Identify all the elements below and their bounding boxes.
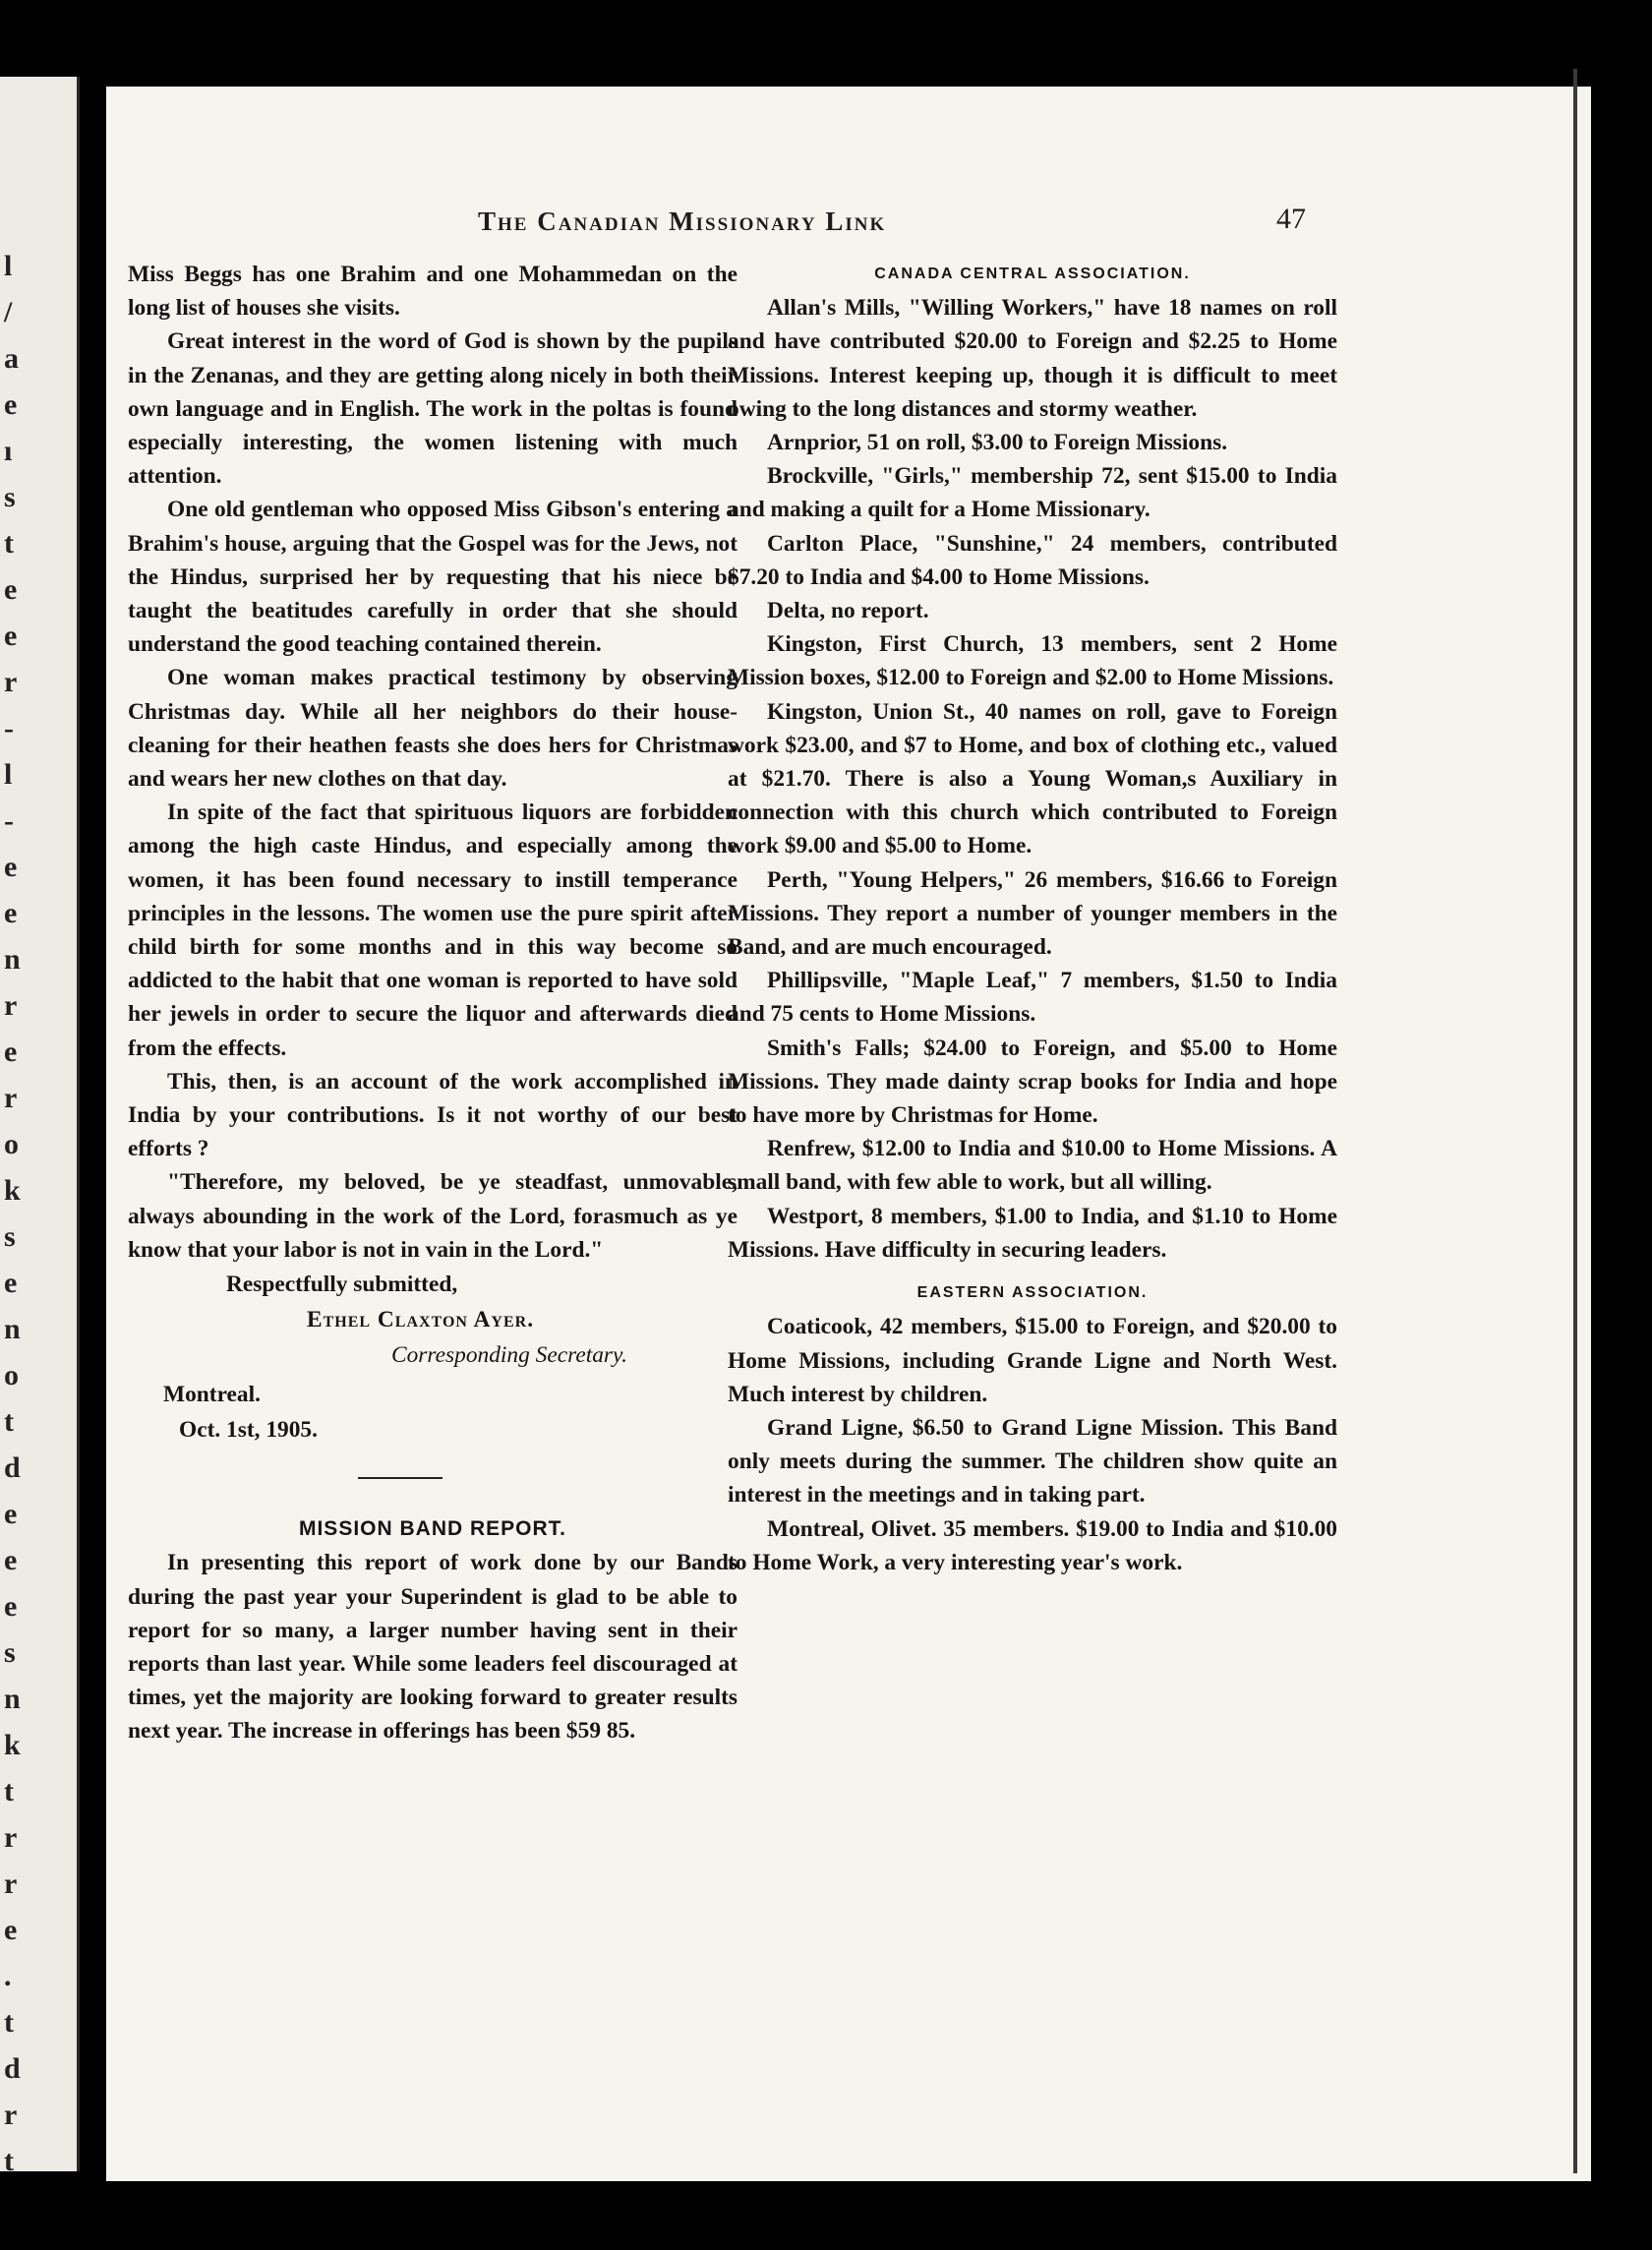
page-fragment-letter: s bbox=[4, 481, 16, 513]
page-fragment-letter: t bbox=[4, 2145, 14, 2171]
page-fragment-letter: d bbox=[4, 2052, 21, 2085]
signer-name: Ethel Claxton Ayer. bbox=[307, 1307, 535, 1333]
band-entry: Perth, "Young Helpers," 26 members, $16.66 to Foreign Missions. They report a number of younger members in the Band, and are much encouraged. bbox=[728, 866, 1337, 961]
band-entry: Renfrew, $12.00 to India and $10.00 to Home Missions. A small band, with few able to work, but all willing. bbox=[728, 1136, 1337, 1196]
running-header bbox=[0, 203, 1652, 246]
signoff-date: Oct. 1st, 1905. bbox=[179, 1417, 318, 1444]
page-fragment-letter: e bbox=[4, 851, 18, 883]
band-entry: Carlton Place, "Sunshine," 24 members, contributed $7.20 to India and $4.00 to Home Missions. bbox=[728, 530, 1337, 590]
page-fragment-letter: r bbox=[4, 1867, 18, 1900]
page-fragment-letter: k bbox=[4, 1729, 21, 1761]
paragraph: This, then, is an account of the work accomplished in India by your contributions. Is it not worthy of our best efforts ? bbox=[128, 1068, 738, 1162]
page-fragment-letter: / bbox=[4, 296, 13, 328]
page-fragment-letter: t bbox=[4, 2006, 14, 2039]
section-heading: MISSION BAND REPORT. bbox=[298, 1517, 567, 1541]
page-fragment-letter: r bbox=[4, 1821, 18, 1854]
page-fragment-letter: s bbox=[4, 1636, 16, 1669]
band-entry: Kingston, Union St., 40 names on roll, gave to Foreign work $23.00, and $7 to Home, and box of clothing etc., valued at $21.70. There is also a Young Woman,s Auxiliary in connection with this church which contributed to Foreign work $9.00 and $5.00 to Home. bbox=[728, 698, 1337, 859]
band-entry: Grand Ligne, $6.50 to Grand Ligne Mission. This Band only meets during the summer. The children show quite an interest in the meetings and in taking part. bbox=[728, 1414, 1337, 1509]
adjacent-page-strip bbox=[0, 77, 80, 2171]
page-fragment-letter: s bbox=[4, 1220, 16, 1253]
page-fragment-letter: l bbox=[4, 250, 13, 282]
paragraph: Miss Beggs has one Brahim and one Mohammedan on the long list of houses she visits. bbox=[128, 262, 738, 322]
page-fragment-letter: e bbox=[4, 1914, 18, 1946]
band-entry: Coaticook, 42 members, $15.00 to Foreign, and $20.00 to Home Missions, including Grande Ligne and North West. Much interest by children. bbox=[728, 1314, 1337, 1407]
page-fragment-letter: . bbox=[4, 1960, 12, 1992]
page-fragment-letter: a bbox=[4, 342, 19, 375]
band-entry: Delta, no report. bbox=[767, 598, 929, 624]
page-fragment-letter: e bbox=[4, 897, 18, 929]
band-entry: Kingston, First Church, 13 members, sent 2 Home Mission boxes, $12.00 to Foreign and $2.00 to Home Missions. bbox=[728, 631, 1337, 691]
band-entry: Montreal, Olivet. 35 members. $19.00 to India and $10.00 to Home Work, a very interesting year's work. bbox=[728, 1515, 1337, 1575]
band-entry: Smith's Falls; $24.00 to Foreign, and $5.00 to Home Missions. They made dainty scrap books for India and hope to have more by Christmas for Home. bbox=[728, 1035, 1337, 1129]
paragraph: Great interest in the word of God is shown by the pupils in the Zenanas, and they are getting along nicely in both their own language and in English. The work in the poltas is found especially interesting, the women listening with much attention. bbox=[128, 328, 738, 490]
left-column bbox=[128, 258, 738, 1748]
section-divider bbox=[358, 1477, 442, 1479]
page-fragment-letter: t bbox=[4, 527, 14, 560]
page-edge bbox=[1573, 69, 1607, 2173]
page-fragment-letter: e bbox=[4, 1590, 18, 1623]
page-fragment-letter: n bbox=[4, 943, 21, 976]
band-entry: Phillipsville, "Maple Leaf," 7 members, $1.50 to India and 75 cents to Home Missions. bbox=[728, 968, 1337, 1028]
page-fragment-letter: o bbox=[4, 1359, 19, 1391]
page-fragment-letter: k bbox=[4, 1174, 21, 1207]
page-fragment-letter: n bbox=[4, 1683, 21, 1715]
running-title: The Canadian Missionary Link bbox=[478, 207, 887, 236]
page-fragment-letter: r bbox=[4, 1082, 18, 1114]
page-fragment-letter: o bbox=[4, 1128, 19, 1160]
page-fragment-letter: e bbox=[4, 388, 18, 421]
band-entry: Brockville, "Girls," membership 72, sent $15.00 to India and making a quilt for a Home Missionary. bbox=[728, 463, 1337, 523]
page-fragment-letter: t bbox=[4, 1405, 14, 1438]
band-entry: Allan's Mills, "Willing Workers," have 18 names on roll and have contributed $20.00 to Foreign and $2.25 to Home Missions. Interest keeping up, though it is difficult to meet owing to the long distances and stormy weather. bbox=[728, 295, 1337, 422]
band-entry: Arnprior, 51 on roll, $3.00 to Foreign Missions. bbox=[767, 430, 1228, 456]
page-fragment-letter: t bbox=[4, 1775, 14, 1807]
page-fragment-letter: r bbox=[4, 989, 18, 1022]
page-fragment-letter: n bbox=[4, 1313, 21, 1345]
association-heading: EASTERN ASSOCIATION. bbox=[916, 1284, 1149, 1302]
signoff-submitted: Respectfully submitted, bbox=[226, 1272, 458, 1298]
scripture-quote: "Therefore, my beloved, be ye steadfast, unmovable, always abounding in the work of the Lord, forasmuch as ye know that your labor is not in vain in the Lord." bbox=[128, 1169, 738, 1263]
page-number: 47 bbox=[1276, 203, 1306, 235]
page-fragment-letter: e bbox=[4, 573, 18, 606]
signoff-place: Montreal. bbox=[163, 1382, 261, 1408]
paragraph: One woman makes practical testimony by observing Christmas day. While all her neighbors do their house-cleaning for their heathen feasts she does hers for Christmas and wears her new clothes on that day. bbox=[128, 665, 738, 793]
page-fragment-letter: e bbox=[4, 1267, 18, 1299]
paragraph: One old gentleman who opposed Miss Gibson's entering a Brahim's house, arguing that the Gospel was for the Jews, not the Hindus, surprised her by requesting that his niece be taught the beatitudes carefully in order that she should understand the good teaching contained therein. bbox=[128, 497, 738, 658]
page-fragment-letter: e bbox=[4, 620, 18, 652]
page-fragment-letter: d bbox=[4, 1451, 21, 1484]
page-fragment-letter: e bbox=[4, 1036, 18, 1068]
page-fragment-letter: e bbox=[4, 1498, 18, 1530]
page-fragment-letter: e bbox=[4, 1544, 18, 1576]
page-fragment-letter: - bbox=[4, 804, 14, 837]
band-entry: Westport, 8 members, $1.00 to India, and $1.10 to Home Missions. Have difficulty in securing leaders. bbox=[728, 1203, 1337, 1263]
page-fragment-letter: r bbox=[4, 2099, 18, 2131]
right-column bbox=[728, 258, 1337, 1579]
paragraph: In spite of the fact that spirituous liquors are forbidden among the high caste Hindus, and especially among the women, it has been found necessary to instill temperance principles in the lessons. The women use the pure spirit after child birth for some months and in this way become so addicted to the habit that one woman is reported to have sold her jewels in order to secure the liquor and afterwards died from the effects. bbox=[128, 799, 738, 1061]
page-fragment-letter: - bbox=[4, 712, 14, 744]
page-fragment-letter: r bbox=[4, 666, 18, 698]
signer-title: Corresponding Secretary. bbox=[391, 1342, 627, 1369]
association-heading: CANADA CENTRAL ASSOCIATION. bbox=[874, 266, 1191, 282]
page-fragment-letter: ı bbox=[4, 435, 13, 467]
paragraph: In presenting this report of work done by our Bands during the past year your Superindent is glad to be able to report for so many, a larger number having sent in their reports than last year. While some leaders feel discouraged at times, yet the majority are looking forward to greater results next year. The increase in offerings has been $59 85. bbox=[128, 1550, 738, 1745]
page-fragment-letter: l bbox=[4, 758, 13, 791]
